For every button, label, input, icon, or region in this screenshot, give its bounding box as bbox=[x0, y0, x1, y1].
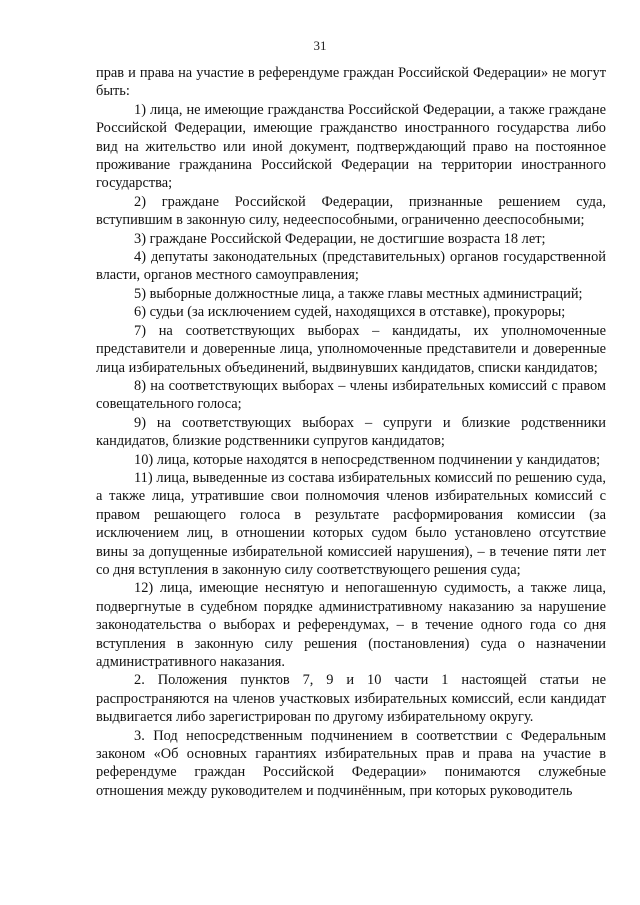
list-item-10: 10) лица, которые находятся в непосредственном подчинении у кандидатов; bbox=[134, 451, 601, 468]
list-item-11: 11) лица, выведенные из состава избирательных комиссий по решению суда, а также лица, утратившие свои полномочия членов избирательных комиссий с правом решающего голоса в результате расформирования комиссии (за исключением лиц, в отношении которых судом было установлено отсутствие вины за допущенные избирательной комиссией нарушения), – в течение пяти лет со дня вступления в законную силу соответствующего решения суда; bbox=[96, 469, 606, 578]
list-item-2: 2) граждане Российской Федерации, признанные решением суда, вступившим в законную силу, недееспособными, ограниченно дееспособными; bbox=[96, 193, 606, 229]
list-item-7: 7) на соответствующих выборах – кандидаты, их уполномоченные представители и доверенные лица, уполномоченные представители и доверенные лица избирательных объединений, выдвинувших кандидатов, списки кандидатов; bbox=[96, 322, 606, 376]
document-body bbox=[96, 64, 606, 800]
list-item-5: 5) выборные должностные лица, а также главы местных администраций; bbox=[134, 285, 583, 302]
list-item-1: 1) лица, не имеющие гражданства Российской Федерации, а также граждане Российской Федерации, имеющие гражданство иностранного государства либо вид на жительство или иной документ, подтверждающий право на постоянное проживание гражданина Российской Федерации на территории иностранного государства; bbox=[96, 101, 606, 192]
list-item-4: 4) депутаты законодательных (представительных) органов государственной власти, органов местного самоуправления; bbox=[96, 249, 606, 284]
list-item-3: 3) граждане Российской Федерации, не достигшие возраста 18 лет; bbox=[134, 230, 546, 247]
list-item-6: 6) судьи (за исключением судей, находящихся в отставке), прокуроры; bbox=[134, 304, 566, 321]
page-number: 31 bbox=[313, 38, 327, 53]
paragraph-intro: прав и права на участие в референдуме граждан Российской Федерации» не могут быть: bbox=[96, 65, 606, 100]
section-3-paragraph: 3. Под непосредственным подчинением в соответствии с Федеральным законом «Об основных гарантиях избирательных прав и права на участие в референдуме граждан Российской Федерации» понимаются служебные отношения между руководителем и подчинённым, при которых руководитель bbox=[96, 727, 606, 799]
section-2-paragraph: 2. Положения пунктов 7, 9 и 10 части 1 настоящей статьи не распространяются на членов участковых избирательных комиссий, если кандидат выдвигается либо зарегистрирован по другому избирательному округу. bbox=[96, 672, 606, 726]
list-item-8: 8) на соответствующих выборах – члены избирательных комиссий с правом совещательного голоса; bbox=[96, 377, 606, 413]
list-item-9: 9) на соответствующих выборах – супруги и близкие родственники кандидатов, близкие родственники супругов кандидатов; bbox=[96, 414, 606, 450]
list-item-12: 12) лица, имеющие неснятую и непогашенную судимость, а также лица, подвергнутые в судебном порядке административному наказанию за нарушение законодательства о выборах и референдумах, – в течение одного года со дня вступления в законную силу решения (постановления) суда о назначении административного наказания. bbox=[96, 580, 606, 670]
